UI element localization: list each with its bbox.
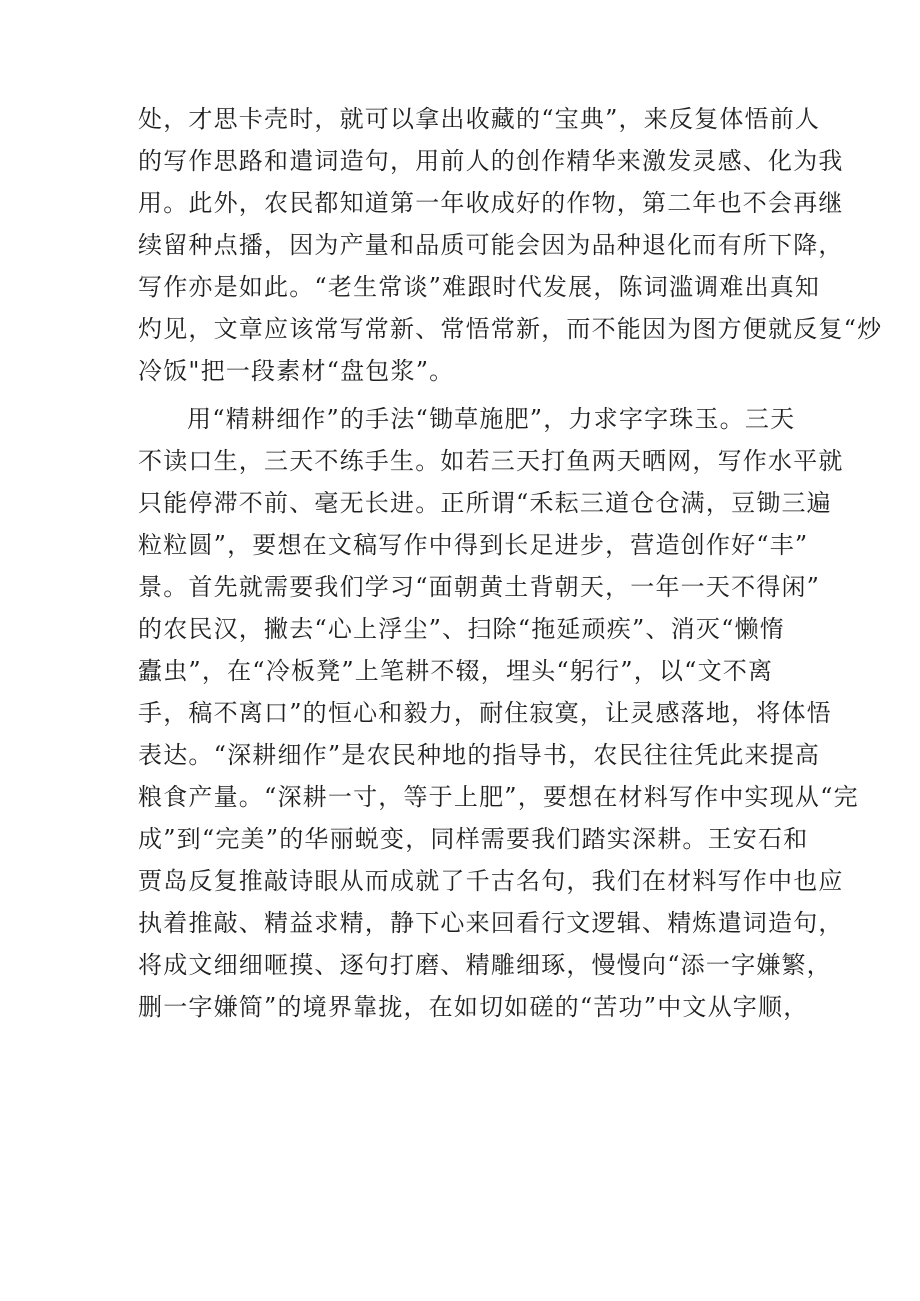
text-line: 粒粒圆”，要想在文稿写作中得到长足进步，营造创作好“丰” bbox=[138, 531, 809, 559]
text-line: 处，才思卡壳时，就可以拿出收藏的“宝典”，来反复体悟前人 bbox=[138, 105, 821, 133]
text-line: 执着推敲、精益求精，静下心来回看行文逻辑、精炼遣词造句， bbox=[138, 909, 844, 937]
text-line: 灼见，文章应该常写常新、常悟常新，而不能因为图方便就反复“炒 bbox=[138, 315, 883, 343]
text-line: 冷饭"把一段素材“盘包浆”。 bbox=[138, 357, 455, 385]
text-line bbox=[138, 1070, 788, 1112]
text-line: 用。此外，农民都知道第一年收成好的作物，第二年也不会再继 bbox=[138, 189, 844, 217]
text-line: 删一字嫌简”的境界靠拢，在如切如磋的“苦功”中文从字顺， bbox=[138, 993, 809, 1021]
text-line: 只能停滞不前、毫无长进。正所谓“禾耘三道仓仓满，豆锄三遍 bbox=[138, 489, 832, 517]
document-body bbox=[138, 98, 883, 1112]
text-line: 成”到“完美”的华丽蜕变，同样需要我们踏实深耕。王安石和 bbox=[138, 825, 809, 853]
text-line: 表达。“深耕细作”是农民种地的指导书，农民往往凭此来提高 bbox=[138, 741, 821, 769]
text-line: 粮食产量。“深耕一寸，等于上肥”，要想在材料写作中实现从“完 bbox=[138, 783, 859, 811]
text-line: 将成文细细咂摸、逐句打磨、精雕细琢，慢慢向“添一字嫌繁， bbox=[138, 951, 832, 979]
paragraph-2 bbox=[138, 398, 859, 1112]
text-line: 的农民汉，撇去“心上浮尘”、扫除“拖延顽疾”、消灭“懒惰 bbox=[138, 615, 785, 643]
paragraph-1 bbox=[138, 98, 883, 392]
text-line: 续留种点播，因为产量和品质可能会因为品种退化而有所下降， bbox=[138, 231, 844, 259]
text-line: 的写作思路和遣词造句，用前人的创作精华来激发灵感、化为我 bbox=[138, 147, 844, 175]
text-line: 蠹虫”，在“冷板凳”上笔耕不辍，埋头“躬行”，以“文不离 bbox=[138, 657, 774, 685]
text-line: 写作亦是如此。“老生常谈”难跟时代发展，陈词滥调难出真知 bbox=[138, 273, 821, 301]
text-line: 景。首先就需要我们学习“面朝黄土背朝天，一年一天不得闲” bbox=[138, 573, 821, 601]
text-line: 手，稿不离口”的恒心和毅力，耐住寂寞，让灵感落地，将体悟 bbox=[138, 699, 832, 727]
text-line: 贾岛反复推敲诗眼从而成就了千古名句，我们在材料写作中也应 bbox=[138, 867, 844, 895]
text-line: 用“精耕细作”的手法“锄草施肥”，力求字字珠玉。三天 bbox=[187, 405, 796, 433]
text-line bbox=[138, 1028, 788, 1070]
text-line: 不读口生，三天不练手生。如若三天打鱼两天晒网，写作水平就 bbox=[138, 447, 844, 475]
